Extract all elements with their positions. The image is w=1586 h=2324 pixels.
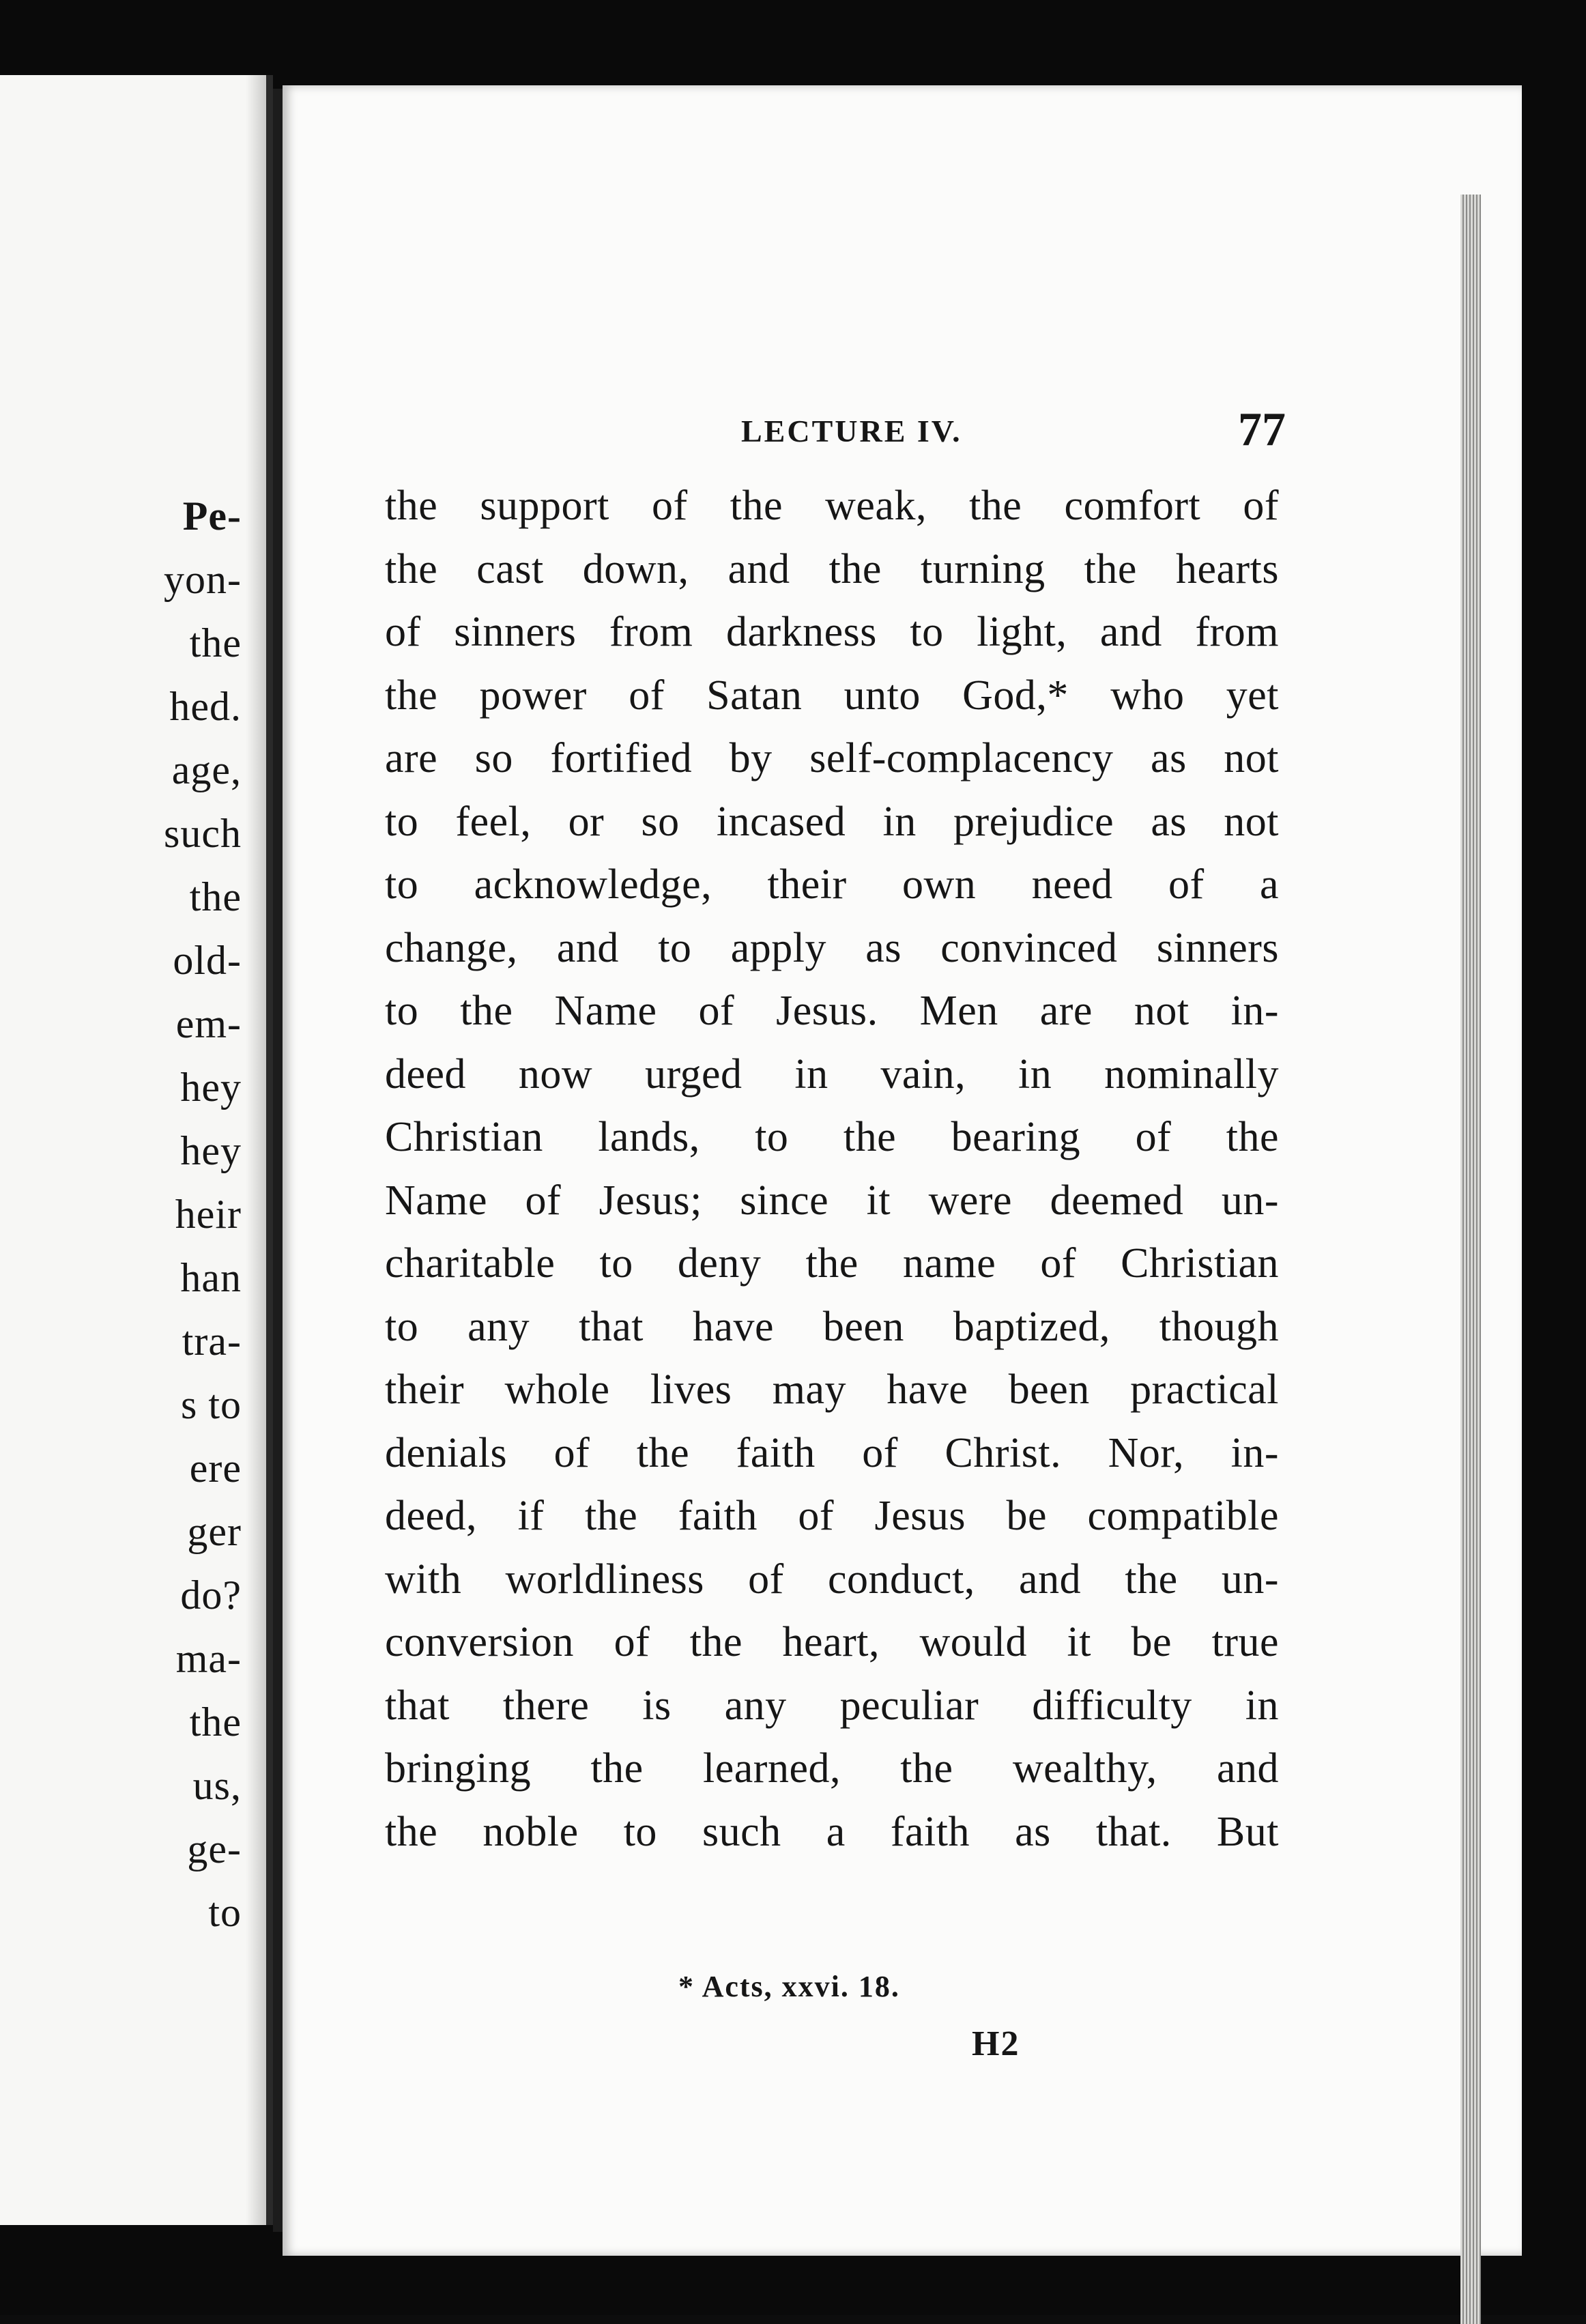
- left-line-fragment: hed.: [169, 684, 242, 729]
- left-line-fragment: the: [189, 620, 242, 665]
- text-line: deed now urged in vain, in nominally: [385, 1050, 1279, 1098]
- right-page: [283, 85, 1522, 2256]
- running-title: LECTURE IV.: [741, 414, 962, 448]
- text-line: with worldliness of conduct, and the un-: [385, 1555, 1279, 1603]
- left-line-fragment: such: [164, 811, 242, 856]
- text-line: that there is any peculiar difficulty in: [385, 1682, 1279, 1729]
- left-line-fragment: han: [180, 1255, 242, 1300]
- left-line-fragment: age,: [171, 747, 242, 792]
- text-line: to acknowledge, their own need of a: [385, 861, 1279, 908]
- text-line: deed, if the faith of Jesus be compatible: [385, 1493, 1279, 1539]
- left-line-fragment: ere: [189, 1446, 242, 1491]
- text-line: the power of Satan unto God,* who yet: [385, 672, 1279, 719]
- left-line-fragment: heir: [175, 1192, 242, 1237]
- left-line-fragment: do?: [180, 1573, 242, 1618]
- left-line-fragment: the: [189, 1699, 242, 1745]
- text-line: bringing the learned, the wealthy, and: [385, 1745, 1279, 1792]
- text-line: denials of the faith of Christ. Nor, in-: [385, 1429, 1279, 1476]
- left-page: [0, 75, 273, 2225]
- left-line-fragment: tra-: [182, 1319, 242, 1364]
- left-line-fragment: hey: [180, 1128, 242, 1173]
- page-number: 77: [1238, 403, 1286, 456]
- text-line: to feel, or so incased in prejudice as not: [385, 798, 1279, 845]
- left-line-fragment: Pe-: [182, 493, 242, 539]
- text-line: the noble to such a faith as that. But: [385, 1808, 1279, 1855]
- left-line-fragment: hey: [180, 1065, 242, 1110]
- text-line: to any that have been baptized, though: [385, 1303, 1279, 1350]
- left-line-fragment: old-: [173, 938, 242, 983]
- text-line: the support of the weak, the comfort of: [385, 483, 1279, 529]
- page-edges: [1460, 195, 1481, 2324]
- footnote: * Acts, xxvi. 18.: [678, 1970, 900, 2003]
- text-line: conversion of the heart, would it be true: [385, 1619, 1279, 1665]
- left-line-fragment: em-: [175, 1001, 242, 1046]
- running-head: [283, 403, 1522, 457]
- gutter-shadow: [246, 75, 266, 2225]
- left-line-fragment: the: [189, 874, 242, 919]
- left-line-fragment: yon-: [164, 557, 242, 602]
- text-line: change, and to apply as convinced sinners: [385, 924, 1279, 971]
- book-gutter: [273, 89, 283, 2232]
- text-line: charitable to deny the name of Christian: [385, 1240, 1279, 1287]
- left-line-fragment: us,: [192, 1763, 242, 1808]
- left-line-fragment: s to: [180, 1382, 242, 1427]
- left-line-fragment: to: [208, 1890, 242, 1935]
- left-line-fragment: ma-: [175, 1636, 242, 1681]
- left-page-text: [164, 485, 242, 1945]
- text-line: their whole lives may have been practical: [385, 1366, 1279, 1413]
- left-line-fragment: ge-: [187, 1826, 242, 1871]
- text-line: are so fortified by self-complacency as not: [385, 735, 1279, 781]
- text-line: the cast down, and the turning the hearts: [385, 545, 1279, 592]
- text-line: Name of Jesus; since it were deemed un-: [385, 1177, 1279, 1224]
- text-line: Christian lands, to the bearing of the: [385, 1114, 1279, 1160]
- left-line-fragment: ger: [187, 1509, 242, 1554]
- text-line: of sinners from darkness to light, and from: [385, 609, 1279, 655]
- body-text: [385, 474, 1279, 1863]
- signature-mark: H2: [972, 2024, 1020, 2063]
- text-line: to the Name of Jesus. Men are not in-: [385, 988, 1279, 1034]
